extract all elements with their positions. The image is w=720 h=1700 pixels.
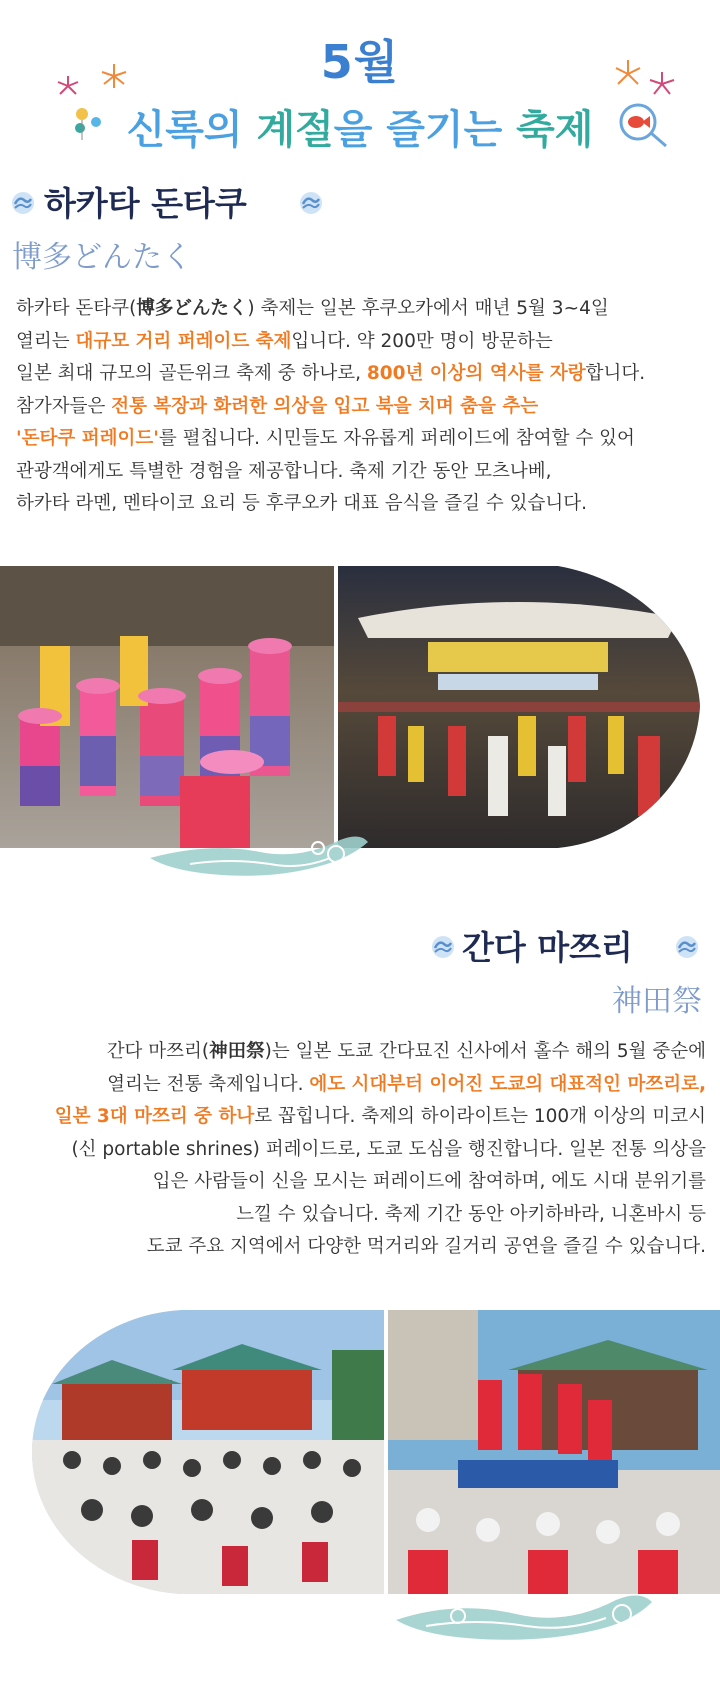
shrine-crowd-photo: [32, 1310, 384, 1594]
text-run: 간다 마쯔리(: [106, 1041, 210, 1062]
parade-dancers-photo: [0, 566, 334, 848]
headline-highlight: 계절: [256, 107, 334, 153]
headline-part: 신록의: [126, 107, 257, 153]
text-run: 博多どんたく: [136, 298, 248, 319]
highlight-text: 800년 이상의 역사를 자랑: [366, 363, 586, 384]
highlight-text: '돈타쿠 퍼레이드': [16, 428, 159, 449]
highlight-text: 전통 복장과 화려한 의상을 입고 북을 치며 춤을 추는: [111, 395, 539, 417]
wave-decoration: [150, 818, 370, 888]
headline-part: 을 즐기는: [333, 107, 517, 153]
section2-title: 간다 마쯔리: [462, 928, 633, 967]
text-line: 관광객에게도 특별한 경험을 제공합니다. 축제 기간 동안 모츠나베,: [16, 460, 552, 482]
section1-subtitle: 博多どんたく: [12, 240, 192, 275]
headline-highlight: 축제: [516, 107, 594, 153]
text-run: 열리는 전통 축제입니다.: [107, 1073, 310, 1095]
mikoshi-carriers-photo: [388, 1310, 720, 1594]
text-run: 열리는: [16, 330, 76, 352]
text-run: 를 펼칩니다. 시민들도 자유롭게 퍼레이드에 참여할 수 있어: [158, 428, 635, 449]
text-line: 느낄 수 있습니다. 축제 기간 동안 아키하바라, 니혼바시 등: [236, 1203, 706, 1225]
section2-description: [6, 1036, 706, 1264]
text-line: (신 portable shrines) 퍼레이드로, 도쿄 도심을 행진합니다. 일본 전통 의상을: [71, 1138, 706, 1160]
text-line: 입은 사람들이 신을 모시는 퍼레이드에 참여하며, 에도 시대 분위기를: [152, 1171, 706, 1192]
section1-description: [16, 293, 716, 521]
plaza-dance-photo: [338, 566, 700, 848]
text-line: 하카타 라멘, 멘타이코 요리 등 후쿠오카 대표 음식을 즐길 수 있습니다.: [16, 493, 587, 514]
goldfish-scoop-icon: [614, 100, 670, 148]
section1-title: 하카타 돈타쿠: [44, 184, 247, 223]
wave-swirl-icon: [10, 190, 36, 216]
wave-swirl-icon: [674, 934, 700, 960]
month-title: 5월: [320, 35, 400, 89]
text-run: 일본 최대 규모의 골든위크 축제 중 하나로,: [16, 363, 367, 384]
wave-decoration: [396, 1570, 656, 1650]
text-line: 도쿄 주요 지역에서 다양한 먹거리와 길거리 공연을 즐길 수 있습니다.: [146, 1236, 706, 1257]
text-run: 하카타 돈타쿠(: [16, 298, 137, 319]
wave-swirl-icon: [430, 934, 456, 960]
wave-swirl-icon: [298, 190, 324, 216]
highlight-text: 일본 3대 마쯔리 중 하나: [54, 1106, 255, 1127]
text-run: 입니다. 약 200만 명이 방문하는: [291, 330, 553, 352]
text-run: ) 축제는 일본 후쿠오카에서 매년 5월 3~4일: [247, 298, 609, 319]
section2-subtitle: 神田祭: [612, 984, 702, 1019]
highlight-text: 대규모 거리 퍼레이드 축제: [75, 330, 292, 352]
text-run: )는 일본 도쿄 간다묘진 신사에서 홀수 해의 5월 중순에: [264, 1041, 706, 1062]
text-run: 神田祭: [209, 1041, 265, 1062]
text-run: 참가자들은: [16, 395, 112, 417]
highlight-text: 에도 시대부터 이어진 도쿄의 대표적인 마쯔리로,: [309, 1073, 706, 1095]
text-run: 로 꼽힙니다. 축제의 하이라이트는 100개 이상의 미코시: [254, 1106, 706, 1127]
text-run: 합니다.: [585, 363, 646, 384]
headline: [0, 98, 720, 155]
